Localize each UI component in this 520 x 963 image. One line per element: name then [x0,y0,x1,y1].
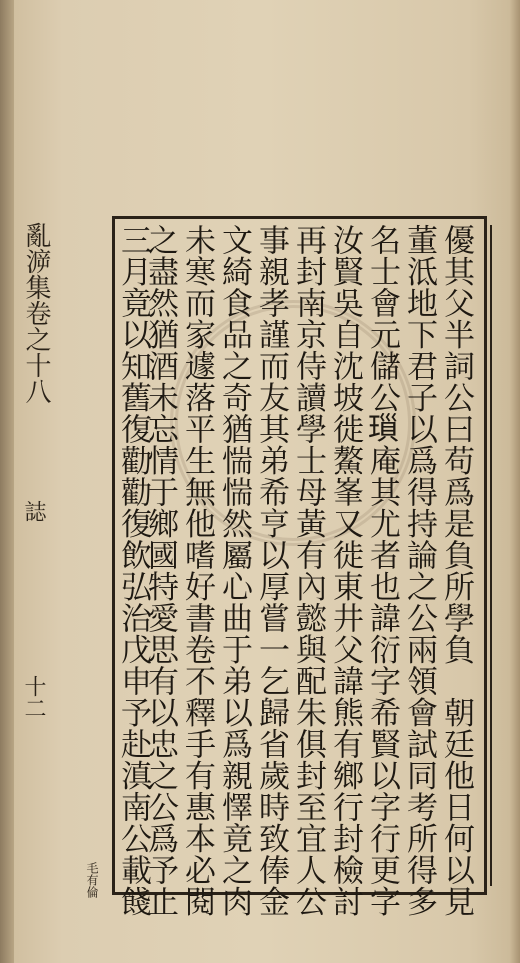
page-edge [510,0,520,963]
text-column: 之盡然猶酒未忘情于鄉國特愛思有以忠之公爲予止 [142,224,178,917]
text-column: 三月竟以知舊復勸勸復飲弘治戊申予赴滇南公載餞 [115,224,151,917]
carver-name: 毛有倫 [85,862,99,898]
text-column: 名士會元儲公𤨏庵其尤者也諱衍字希賢以字行更字 [364,224,400,917]
margin-chapter: 誌 [21,500,46,522]
text-column: 優其父半詞公曰苟爲是負所學負 朝廷他日何以見 [438,224,474,917]
text-column: 未寒而家遽落平生無他嗜好書卷不釋手有惠本必閱 [179,224,215,917]
text-column: 文綺食品之奇猶惴惴然屬心曲于弟以爲親懌竟之肉 [216,224,252,917]
text-column: 汝賢吳自沈坡徙鰲峯又徙東井父諱熊有鄉行封檢討 [327,224,363,917]
page-binding [0,0,14,963]
text-column: 事親孝謹而友其弟希亨以厚嘗一乞歸省歲時致俸金 [253,224,289,917]
text-column: 董泜地下君子以爲得持論之公兩領會試同考所得多 [401,224,437,917]
margin-book-title: 亂㴑集卷之十八 [21,222,51,404]
margin-page-number: 十二 [21,675,46,719]
text-column: 再封南京侍讀學士母黃有內懿與配朱俱封至宜人公 [290,224,326,917]
